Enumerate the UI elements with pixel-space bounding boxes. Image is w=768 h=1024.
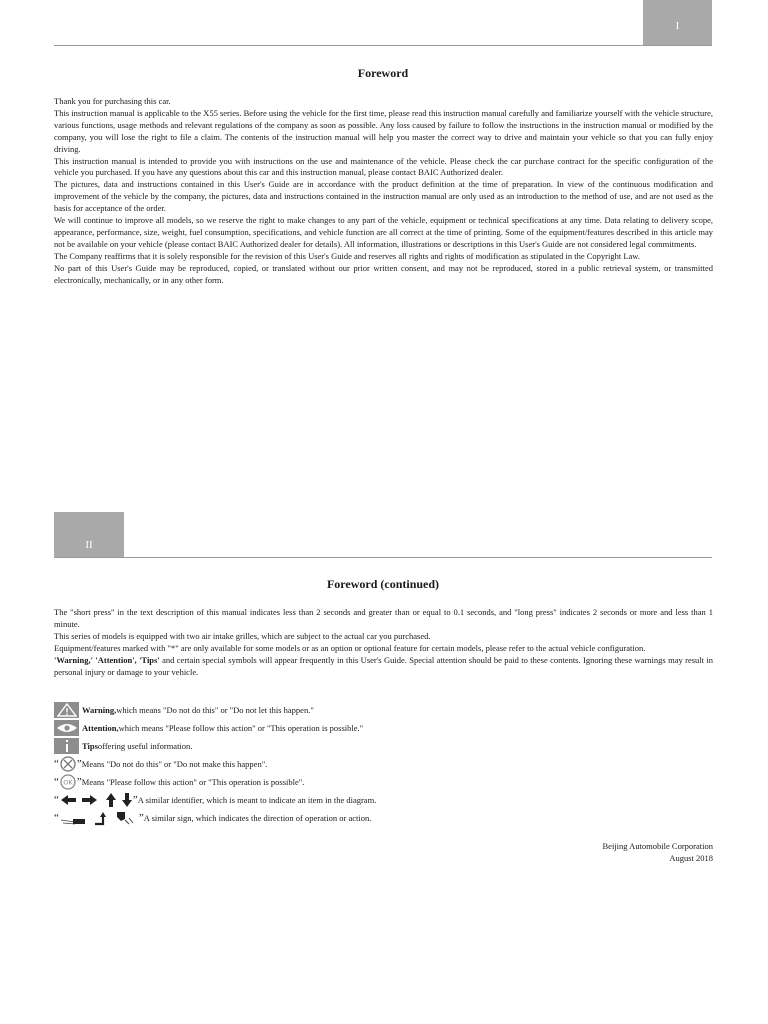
paragraph: The Company reaffirms that it is solely responsible for the revision of this User's Guide and reserves all rights and rights of modification as stipulated in the Copyright Law. — [54, 250, 641, 261]
legend-term: Tips — [82, 741, 98, 751]
page-number-tab — [643, 0, 712, 46]
legend-text: A similar sign, which indicates the direction of operation or action. — [143, 813, 372, 823]
paragraph — [54, 655, 713, 679]
paragraph: The "short press" in the text description of this manual indicates less than 2 seconds and greater than or equal to 0.1 seconds, and "long press" indicates 2 seconds or more and less than 1 minute. — [54, 607, 713, 629]
special-terms: 'Warning,' 'Attention', 'Tips' — [54, 654, 160, 665]
ok-circle-icon — [59, 774, 77, 790]
paragraph: This instruction manual is applicable to the X55 series. Before using the vehicle for the first time, please read this instruction manual carefully and familiarize yourself with the vehicle structure, various functions, usage methods and relevant regulations of the company as soon as possible. Any loss caused by failure to follow the instructions in the instruction manual or modified by the company, you will lose the right to file a claim. The contents of the instruction manual will help you master the correct way to drive and maintain your vehicle so that you can fully enjoy driving. — [54, 107, 713, 154]
legend-text: offering useful information. — [97, 741, 193, 751]
legend-row-attention — [54, 719, 713, 737]
header-rule — [54, 45, 712, 46]
page-title: Foreword — [357, 66, 409, 80]
legend-term: Attention, — [82, 723, 119, 733]
paragraph: This series of models is equipped with two air intake grilles, which are subject to the actual car you purchased. — [54, 630, 431, 641]
legend-row-direction: “ ” A similar identifier, which is meant to indicate an item in the diagram. — [54, 794, 377, 806]
foreword-body — [54, 96, 713, 287]
warning-triangle-icon — [54, 702, 79, 718]
paragraph: This instruction manual is intended to provide you with instructions on the use and maintenance of the vehicle. Please check the car purchase contract for the specific configuration of the vehicle you purchased. If you have any questions about this car and this instruction manual, please contact BAIC Authorized dealer. — [54, 155, 713, 178]
legend-text: Means "Do not do this" or "Do not make this happen". — [81, 759, 268, 769]
svg-text:OK: OK — [63, 778, 73, 787]
motion-arrows-icon — [59, 810, 139, 826]
info-icon — [54, 738, 79, 754]
prohibited-circle-icon — [59, 756, 77, 772]
paragraph: Equipment/features marked with "*" are only available for some models or as an option or optional feature for certain models, please refer to the actual vehicle configuration. — [54, 642, 646, 653]
legend-text: which means "Please follow this action" or "This operation is possible." — [118, 723, 364, 733]
legend-row-motion: “ ” A similar sign, which indicates the direction of operation or action. — [54, 812, 372, 824]
legend-row-prohibited: “ ” Means "Do not do this" or "Do not make this happen". — [54, 758, 268, 770]
legend-row-warning — [54, 701, 713, 719]
foreword-continued-body — [54, 607, 713, 678]
legend-text: A similar identifier, which is meant to indicate an item in the diagram. — [137, 795, 377, 805]
legend-row-ok: “ OK ” Means "Please follow this action" or "This operation is possible". — [54, 776, 305, 788]
publication-date: August 2018 — [669, 853, 713, 863]
legend-text: Means "Please follow this action" or "This operation is possible". — [81, 777, 305, 787]
company-name: Beijing Automobile Corporation — [602, 841, 713, 851]
legend-row-tips — [54, 737, 713, 755]
legend-text: which means "Do not do this" or "Do not let this happen." — [116, 705, 314, 715]
page-number-tab — [54, 512, 124, 558]
paragraph: Thank you for purchasing this car. — [54, 96, 171, 106]
header-rule — [54, 557, 712, 558]
legend-term: Warning, — [82, 705, 117, 715]
eye-icon — [54, 720, 79, 736]
special-terms-text: and certain special symbols will appear frequently in this User's Guide. Special attention should be paid to these contents. Ignoring these warnings may result in personal injury or damage to your vehicle. — [54, 654, 713, 677]
symbol-legend — [54, 701, 713, 827]
signature-block — [54, 840, 713, 864]
direction-arrows-icon — [59, 792, 133, 808]
paragraph: No part of this User's Guide may be reproduced, copied, or translated without our prior written consent, and may not be reproduced, stored in a public retrieval system, or transmitted electronically, mechanically, or in any other form. — [54, 262, 713, 285]
paragraph: We will continue to improve all models, so we reserve the right to make changes to any part of the vehicle, equipment or technical specifications at any time. Data relating to delivery scope, appearance, performance, size, weight, fuel consumption, specifications, and vehicle function are all correct at the time of printing. Some of the equipment/features described in this article may not be available on your vehicle (please contact BAIC Authorized dealer for details). All information, illustrations or descriptions in this User's Guide are not considered legal commitments. — [54, 215, 713, 249]
page-title: Foreword (continued) — [326, 577, 440, 591]
page-number: I — [675, 20, 680, 32]
page-number: II — [85, 539, 93, 551]
paragraph: The pictures, data and instructions contained in this User's Guide are in accordance with the product definition at the time of preparation. In view of the continuous modification and improvement of the vehicle by the company, the pictures, data and instructions contained in the instruction manual are only used as an introduction to the method of use, and are not used as the basis for acceptance of the order. — [54, 179, 713, 214]
